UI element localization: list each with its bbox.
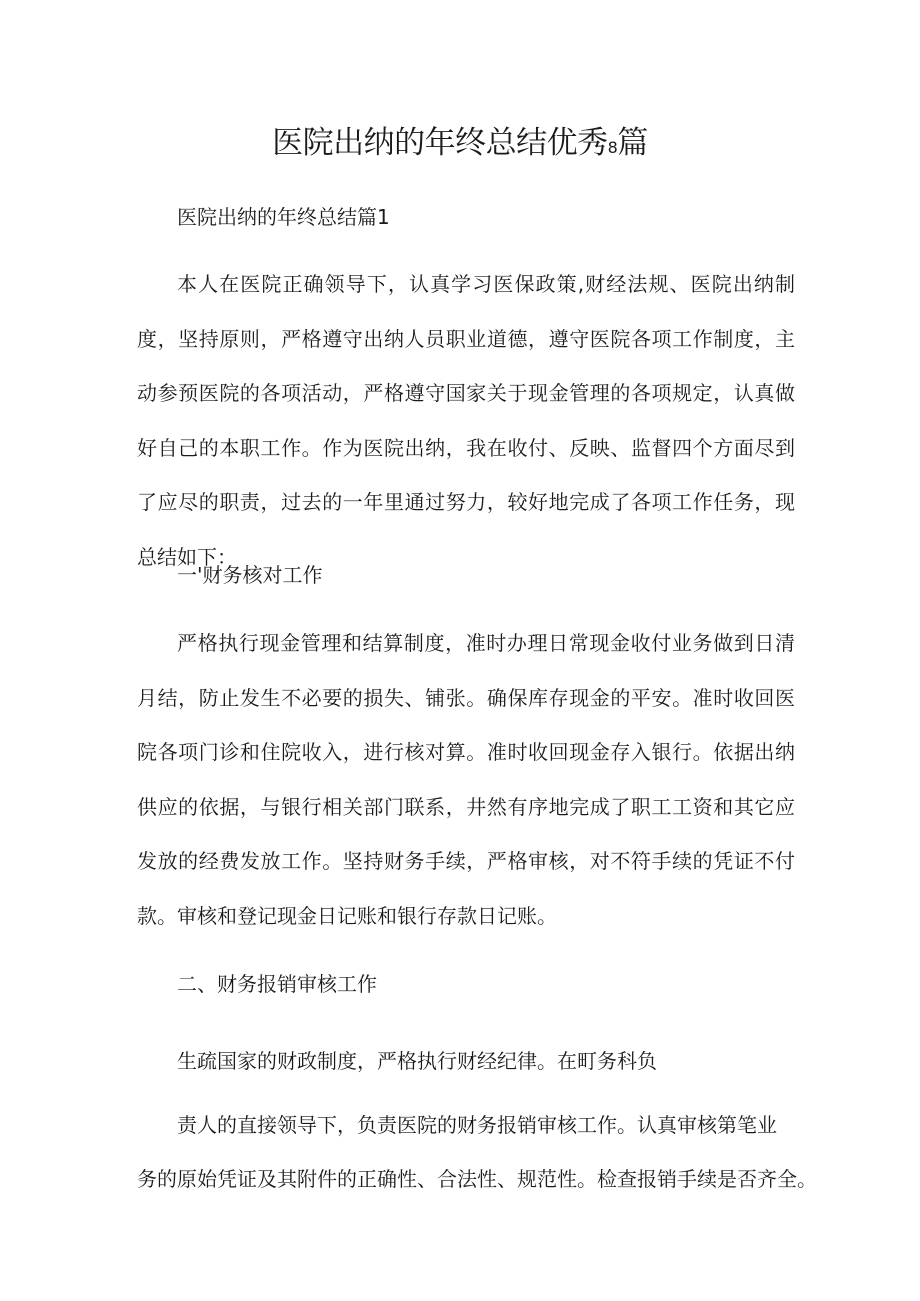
- paragraph-intro: 本人在医院正确领导下，认真学习医保政策,财经法规、医院出纳制度，坚持原则，严格遵守出纳人员职业道德，遵守医院各项工作制度，主动参预医院的各项活动，严格遵守国家关于现金管理的各项规定，认真做好自己的本职工作。作为医院出纳，我在收付、反映、监督四个方面尽到了应尽的职责，过去的一年里通过努力，较好地完成了各项工作任务，现总结如下：: [137, 272, 795, 569]
- title-end: 篇: [617, 125, 648, 161]
- heading-reimbursement-review: 二、财务报销审核工作: [177, 972, 377, 996]
- paragraph-reimbursement-line-1: 生疏国家的财政制度，严格执行财经纪律。在町务科负: [177, 1049, 657, 1073]
- section-heading: 医院出纳的年终总结篇1: [177, 205, 390, 229]
- paragraph-reimbursement-line-2: 责人的直接领导下，负责医院的财务报销审核工作。认真审核第笔业: [177, 1113, 777, 1137]
- title-main: 医院出纳的年终总结优秀: [272, 125, 608, 161]
- heading-financial-check: 一'财务核对工作: [177, 563, 323, 587]
- document-title: [0, 121, 920, 170]
- paragraph-reimbursement-line-3: 务的原始凭证及其附件的正确性、合法性、规范性。检查报销手续是否齐全。: [137, 1167, 817, 1191]
- title-number: 8: [607, 138, 618, 157]
- paragraph-financial-check: 严格执行现金管理和结算制度，准时办理日常现金收付业务做到日清月结，防止发生不必要的损失、铺张。确保库存现金的平安。准时收回医院各项门诊和住院收入，进行核对算。准时收回现金存入银行。依据出纳供应的依据，与银行相关部门联系，井然有序地完成了职工工资和其它应发放的经费发放工作。坚持财务手续，严格审核，对不符手续的凭证不付款。审核和登记现金日记账和银行存款日记账。: [137, 631, 795, 928]
